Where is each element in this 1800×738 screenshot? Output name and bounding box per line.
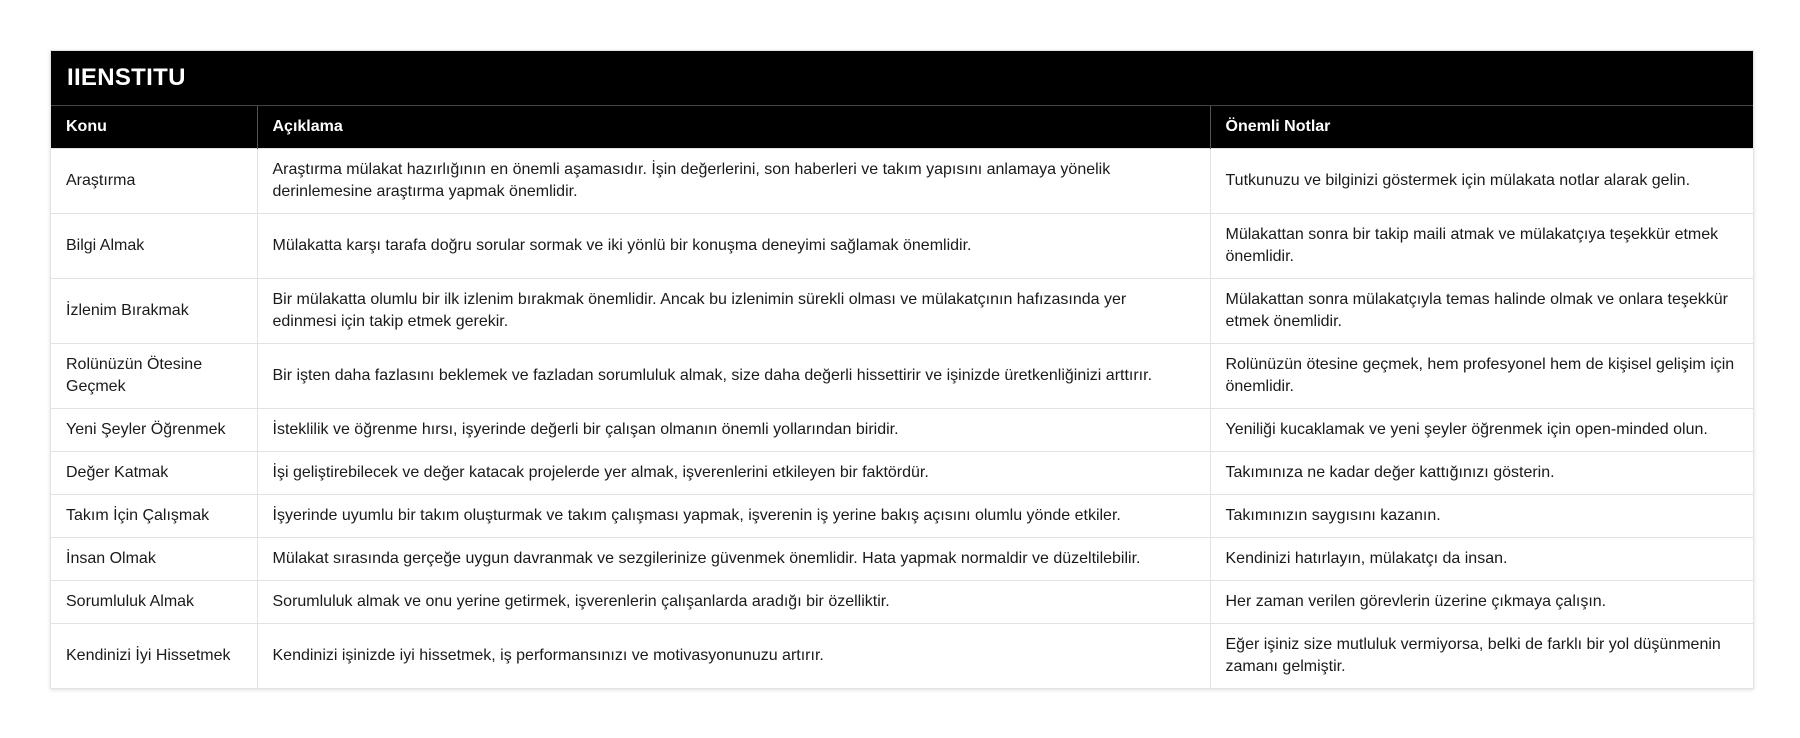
cell-notlar: Mülakattan sonra bir takip maili atmak ve mülakatçıya teşekkür etmek önemlidir. xyxy=(1210,214,1753,279)
table-row xyxy=(51,495,1753,538)
cell-aciklama: İşi geliştirebilecek ve değer katacak projelerde yer almak, işverenlerini etkileyen bir faktördür. xyxy=(257,452,1210,495)
topics-table xyxy=(51,106,1753,688)
table-header-row xyxy=(51,106,1753,149)
table-row xyxy=(51,409,1753,452)
cell-aciklama: Kendinizi işinizde iyi hissetmek, iş performansınızı ve motivasyonunuzu artırır. xyxy=(257,624,1210,689)
table-row xyxy=(51,538,1753,581)
table-row xyxy=(51,452,1753,495)
cell-notlar: Kendinizi hatırlayın, mülakatçı da insan. xyxy=(1210,538,1753,581)
table-row xyxy=(51,344,1753,409)
cell-aciklama: Araştırma mülakat hazırlığının en önemli aşamasıdır. İşin değerlerini, son haberleri ve takım yapısını anlamaya yönelik derinlemesine araştırma yapmak önemlidir. xyxy=(257,149,1210,214)
cell-notlar: Rolünüzün ötesine geçmek, hem profesyonel hem de kişisel gelişim için önemlidir. xyxy=(1210,344,1753,409)
cell-notlar: Her zaman verilen görevlerin üzerine çıkmaya çalışın. xyxy=(1210,581,1753,624)
table-row xyxy=(51,581,1753,624)
table-row xyxy=(51,214,1753,279)
cell-notlar: Takımınızın saygısını kazanın. xyxy=(1210,495,1753,538)
cell-aciklama: İşyerinde uyumlu bir takım oluşturmak ve takım çalışması yapmak, işverenin iş yerine bakış açısını olumlu yönde etkiler. xyxy=(257,495,1210,538)
cell-notlar: Yeniliği kucaklamak ve yeni şeyler öğrenmek için open-minded olun. xyxy=(1210,409,1753,452)
cell-konu: Araştırma xyxy=(51,149,257,214)
cell-aciklama: Mülakat sırasında gerçeğe uygun davranmak ve sezgilerinize güvenmek önemlidir. Hata yapmak normaldir ve düzeltilebilir. xyxy=(257,538,1210,581)
brand-title: IIENSTITU xyxy=(51,51,1753,106)
cell-aciklama: Sorumluluk almak ve onu yerine getirmek, işverenlerin çalışanlarda aradığı bir özelliktir. xyxy=(257,581,1210,624)
cell-aciklama: Mülakatta karşı tarafa doğru sorular sormak ve iki yönlü bir konuşma deneyimi sağlamak önemlidir. xyxy=(257,214,1210,279)
cell-notlar: Eğer işiniz size mutluluk vermiyorsa, belki de farklı bir yol düşünmenin zamanı gelmiştir. xyxy=(1210,624,1753,689)
cell-aciklama: Bir mülakatta olumlu bir ilk izlenim bırakmak önemlidir. Ancak bu izlenimin sürekli olması ve mülakatçının hafızasında yer edinmesi için takip etmek gerekir. xyxy=(257,279,1210,344)
cell-konu: İnsan Olmak xyxy=(51,538,257,581)
header-notlar: Önemli Notlar xyxy=(1210,106,1753,149)
cell-aciklama: Bir işten daha fazlasını beklemek ve fazladan sorumluluk almak, size daha değerli hissettirir ve işinizde üretkenliğinizi arttırır. xyxy=(257,344,1210,409)
cell-konu: Değer Katmak xyxy=(51,452,257,495)
header-konu: Konu xyxy=(51,106,257,149)
cell-notlar: Takımınıza ne kadar değer kattığınızı gösterin. xyxy=(1210,452,1753,495)
table-row xyxy=(51,279,1753,344)
cell-konu: Bilgi Almak xyxy=(51,214,257,279)
cell-konu: Kendinizi İyi Hissetmek xyxy=(51,624,257,689)
table-row xyxy=(51,624,1753,689)
cell-konu: Sorumluluk Almak xyxy=(51,581,257,624)
cell-notlar: Tutkunuzu ve bilginizi göstermek için mülakata notlar alarak gelin. xyxy=(1210,149,1753,214)
cell-notlar: Mülakattan sonra mülakatçıyla temas halinde olmak ve onlara teşekkür etmek önemlidir. xyxy=(1210,279,1753,344)
header-aciklama: Açıklama xyxy=(257,106,1210,149)
cell-konu: Rolünüzün Ötesine Geçmek xyxy=(51,344,257,409)
cell-aciklama: İsteklilik ve öğrenme hırsı, işyerinde değerli bir çalışan olmanın önemli yollarından biridir. xyxy=(257,409,1210,452)
table-row xyxy=(51,149,1753,214)
cell-konu: Takım İçin Çalışmak xyxy=(51,495,257,538)
cell-konu: İzlenim Bırakmak xyxy=(51,279,257,344)
content-table-card xyxy=(50,50,1754,689)
cell-konu: Yeni Şeyler Öğrenmek xyxy=(51,409,257,452)
